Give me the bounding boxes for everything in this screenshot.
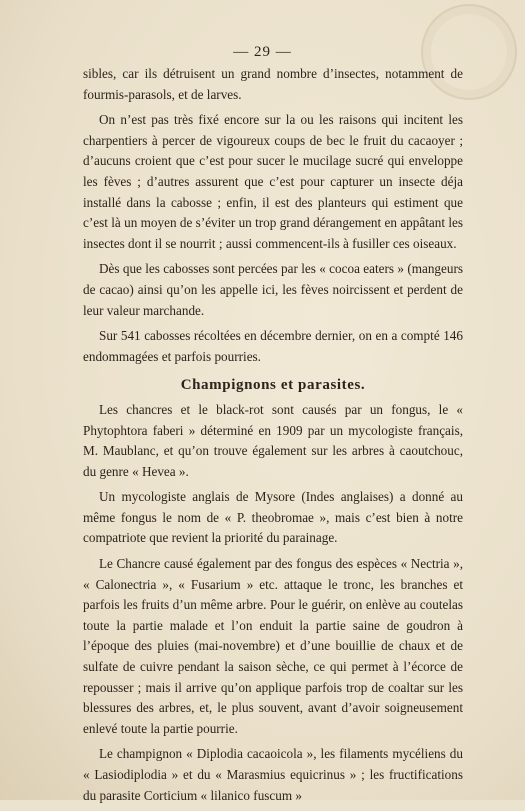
- paragraph: sibles, car ils détruisent un grand nombre d’insectes, notamment de fourmis-parasols, et de larves.: [83, 66, 463, 102]
- paragraph: Les chancres et le black-rot sont causés par un fongus, le « Phytophtora faberi » déterminé en 1909 par un mycologiste français, M. Maublanc, et qu’on trouve également sur les arbres à caoutchouc, du genre « Hevea ».: [83, 401, 463, 479]
- page-number: — 29 —: [233, 44, 292, 60]
- paragraph: Sur 541 cabosses récoltées en décembre dernier, on en a compté 146 endommagées et parfois pourries.: [83, 328, 463, 364]
- paragraph: Dès que les cabosses sont percées par les « cocoa eaters » (mangeurs de cacao) ainsi qu’on les appelle ici, les fèves noircissent et perdent de leur valeur marchande.: [83, 261, 463, 318]
- section-heading: Champignons et parasites.: [180, 377, 366, 394]
- paragraph: Le champignon « Diplodia cacaoicola », les filaments mycéliens du « Lasiodiplodia » et du « Marasmius equicrinus » ; les fructifications du parasite Corticium « lilanico fuscum »: [83, 746, 463, 803]
- body-text: [83, 64, 463, 811]
- paragraph: On n’est pas très fixé encore sur la ou les raisons qui incitent les charpentiers à percer de vigoureux coups de bec le fruit du cacaoyer ; d’aucuns croient que c’est pour sucer le mucilage sucré qui enveloppe les fèves ; d’autres assurent que c’est pour capturer un insecte déja installé dans la cabosse ; enfin, il est des planteurs qui estiment que c’est là un moyen de s’éviter un trop grand dérangement en appâtant les insectes dont il se nourrit ; aussi commencent-ils à fusiller ces oiseaux.: [83, 112, 463, 251]
- paragraph: Un mycologiste anglais de Mysore (Indes anglaises) a donné au même fongus le nom de « P. theobromae », mais c’est bien à notre compatriote que revient la priorité du parainage.: [83, 489, 463, 546]
- paragraph: Le Chancre causé également par des fongus des espèces « Nectria », « Calonectria », « Fusarium » etc. attaque le tronc, les branches et parfois les fruits d’un même arbre. Pour le guérir, on enlève au coutelas toute la partie malade et l’on enduit la partie saine de goudron à l’époque des pluies (mai-novembre) et d’une bouillie de chaux et de sulfate de cuivre pendant la saison sèche, ce qui permet à l’écorce de repousser ; mais il arrive qu’on applique parfois trop de coaltar sur les blessures des arbres, et, le plus souvent, avant d’avoir soigneusement enlevé toute la partie pourrie.: [83, 556, 463, 736]
